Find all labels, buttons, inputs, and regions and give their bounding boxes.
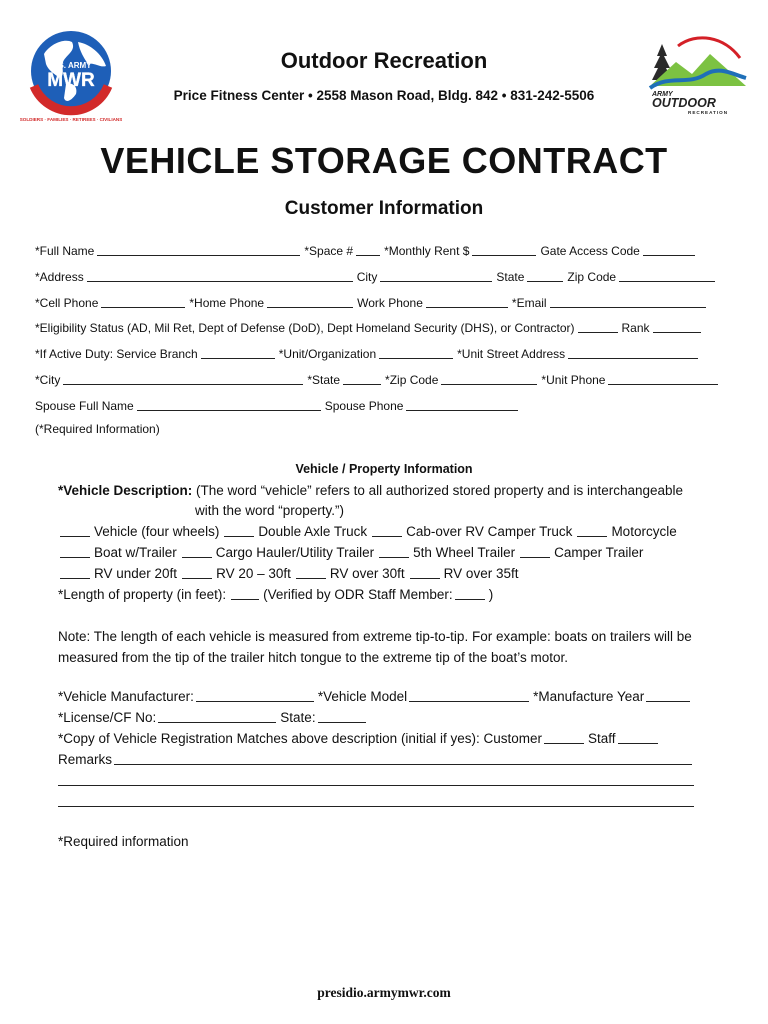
cab-over-rv-label: Cab-over RV Camper Truck xyxy=(406,524,573,539)
customer-row-4 xyxy=(35,321,705,335)
rank-label: Rank xyxy=(621,321,650,335)
spouse-phone-label: Spouse Phone xyxy=(324,399,404,413)
customer-row-1 xyxy=(35,244,699,258)
space-number-label: *Space # xyxy=(304,244,354,258)
cargo-hauler-checkbox[interactable] xyxy=(182,545,212,558)
boat-trailer-label: Boat w/Trailer xyxy=(94,545,177,560)
unit-city-field[interactable] xyxy=(63,374,303,385)
mwr-logo-top-text: U.S. ARMY xyxy=(50,61,92,70)
license-state-label: State: xyxy=(280,710,316,725)
unit-street-address-label: *Unit Street Address xyxy=(457,347,566,361)
motorcycle-checkbox[interactable] xyxy=(577,524,607,537)
work-phone-label: Work Phone xyxy=(357,296,423,310)
monthly-rent-label: *Monthly Rent $ xyxy=(384,244,470,258)
license-state-field[interactable] xyxy=(318,710,366,723)
spouse-phone-field[interactable] xyxy=(406,400,518,411)
remarks-row xyxy=(58,752,696,767)
length-label: *Length of property (in feet): xyxy=(58,587,227,602)
customer-row-6 xyxy=(35,373,722,387)
unit-organization-field[interactable] xyxy=(379,348,453,359)
army-outdoor-logo-line2: OUTDOOR xyxy=(652,96,716,110)
zip-code-label: Zip Code xyxy=(567,270,617,284)
vehicle-model-field[interactable] xyxy=(409,689,529,702)
customer-required-note: (*Required Information) xyxy=(35,422,160,436)
fifth-wheel-trailer-label: 5th Wheel Trailer xyxy=(413,545,516,560)
army-outdoor-logo xyxy=(648,34,748,116)
mwr-logo-main-text: MWR xyxy=(47,70,95,91)
unit-zip-code-label: *Zip Code xyxy=(385,373,439,387)
camper-trailer-checkbox[interactable] xyxy=(520,545,550,558)
vehicle-details-row-1 xyxy=(58,689,694,704)
monthly-rent-field[interactable] xyxy=(472,245,536,256)
service-branch-field[interactable] xyxy=(201,348,275,359)
vehicle-description-continued: with the word “property.”) xyxy=(195,503,345,518)
vehicle-types-row-2 xyxy=(58,545,643,560)
army-outdoor-logo-line1: ARMY xyxy=(652,91,673,98)
rv-over-30ft-checkbox[interactable] xyxy=(296,566,326,579)
customer-row-7 xyxy=(35,399,522,413)
unit-zip-code-field[interactable] xyxy=(441,374,537,385)
registration-staff-label: Staff xyxy=(587,731,616,746)
boat-trailer-checkbox[interactable] xyxy=(60,545,90,558)
rank-field[interactable] xyxy=(653,322,701,333)
full-name-field[interactable] xyxy=(97,245,300,256)
footer-url: presidio.armymwr.com xyxy=(317,985,451,1000)
home-phone-label: *Home Phone xyxy=(189,296,265,310)
remarks-line-2[interactable] xyxy=(58,785,694,786)
length-close-paren: ) xyxy=(488,587,494,602)
header-address: Price Fitness Center • 2558 Mason Road, Bldg. 842 • 831-242-5506 xyxy=(173,88,595,103)
vehicle-four-wheels-label: Vehicle (four wheels) xyxy=(94,524,220,539)
spouse-full-name-label: Spouse Full Name xyxy=(35,399,134,413)
vehicle-model-label: *Vehicle Model xyxy=(317,689,408,704)
vehicle-description-text: (The word “vehicle” refers to all authorized stored property and is interchangeable xyxy=(192,483,684,498)
cargo-hauler-label: Cargo Hauler/Utility Trailer xyxy=(215,545,375,560)
eligibility-status-field[interactable] xyxy=(578,322,618,333)
fifth-wheel-trailer-checkbox[interactable] xyxy=(379,545,409,558)
zip-code-field[interactable] xyxy=(619,271,715,282)
camper-trailer-label: Camper Trailer xyxy=(554,545,644,560)
length-row xyxy=(58,587,493,602)
unit-organization-label: *Unit/Organization xyxy=(278,347,377,361)
vehicle-types-row-1 xyxy=(58,524,677,539)
double-axle-truck-checkbox[interactable] xyxy=(224,524,254,537)
vehicle-four-wheels-checkbox[interactable] xyxy=(60,524,90,537)
spouse-full-name-field[interactable] xyxy=(137,400,321,411)
customer-row-3 xyxy=(35,296,710,310)
rv-20-30ft-label: RV 20 – 30ft xyxy=(216,566,291,581)
rv-over-35ft-label: RV over 35ft xyxy=(443,566,519,581)
customer-row-5 xyxy=(35,347,702,361)
length-verified-label: (Verified by ODR Staff Member: xyxy=(263,587,453,602)
registration-customer-initial-field[interactable] xyxy=(544,731,584,744)
motorcycle-label: Motorcycle xyxy=(611,524,677,539)
state-field[interactable] xyxy=(527,271,563,282)
space-number-field[interactable] xyxy=(356,245,380,256)
army-outdoor-logo-line3: RECREATION xyxy=(688,110,729,115)
manufacture-year-label: *Manufacture Year xyxy=(533,689,645,704)
home-phone-field[interactable] xyxy=(267,297,353,308)
mwr-logo xyxy=(20,24,122,126)
eligibility-status-label: *Eligibility Status (AD, Mil Ret, Dept of Defense (DoD), Dept Homeland Security (DHS), or Contractor) xyxy=(35,321,575,335)
cab-over-rv-checkbox[interactable] xyxy=(372,524,402,537)
email-field[interactable] xyxy=(550,297,706,308)
length-field[interactable] xyxy=(231,587,259,600)
state-label: State xyxy=(496,270,525,284)
vehicle-manufacturer-field[interactable] xyxy=(196,689,314,702)
registration-row xyxy=(58,731,662,746)
vehicle-description xyxy=(58,483,683,498)
rv-under-20ft-checkbox[interactable] xyxy=(60,566,90,579)
remarks-line-1[interactable] xyxy=(114,752,692,765)
double-axle-truck-label: Double Axle Truck xyxy=(258,524,368,539)
license-cf-field[interactable] xyxy=(158,710,276,723)
city-label: City xyxy=(356,270,378,284)
service-branch-label: *If Active Duty: Service Branch xyxy=(35,347,198,361)
vehicle-details-row-2 xyxy=(58,710,370,725)
length-measurement-note: Note: The length of each vehicle is measured from extreme tip-to-tip. For example: boats on trailers will be measured from the tip of the trailer hitch tongue to the extreme tip of the boat’s motor. xyxy=(58,629,692,665)
unit-city-label: *City xyxy=(35,373,61,387)
city-field[interactable] xyxy=(380,271,492,282)
rv-under-20ft-label: RV under 20ft xyxy=(94,566,178,581)
vehicle-required-note: *Required information xyxy=(58,834,189,849)
customer-row-2 xyxy=(35,270,719,284)
registration-customer-label: *Copy of Vehicle Registration Matches above description (initial if yes): Customer xyxy=(58,731,542,746)
verified-staff-field[interactable] xyxy=(455,587,485,600)
unit-phone-field[interactable] xyxy=(608,374,718,385)
rv-20-30ft-checkbox[interactable] xyxy=(182,566,212,579)
document-title: VEHICLE STORAGE CONTRACT xyxy=(100,140,668,181)
manufacture-year-field[interactable] xyxy=(646,689,690,702)
license-cf-label: *License/CF No: xyxy=(58,710,157,725)
remarks-line-3[interactable] xyxy=(58,806,694,807)
gate-access-code-field[interactable] xyxy=(643,245,695,256)
cell-phone-field[interactable] xyxy=(101,297,185,308)
mwr-logo-ring-text: SOLDIERS · FAMILIES · RETIREES · CIVILIANS xyxy=(20,117,122,122)
rv-over-35ft-checkbox[interactable] xyxy=(410,566,440,579)
full-name-label: *Full Name xyxy=(35,244,95,258)
customer-section-title: Customer Information xyxy=(284,198,484,219)
remarks-label: Remarks xyxy=(58,752,113,767)
unit-phone-label: *Unit Phone xyxy=(541,373,606,387)
email-label: *Email xyxy=(511,296,547,310)
vehicle-types-row-3 xyxy=(58,566,518,581)
header-title: Outdoor Recreation xyxy=(280,48,488,73)
unit-street-address-field[interactable] xyxy=(568,348,698,359)
unit-state-label: *State xyxy=(307,373,341,387)
address-label: *Address xyxy=(35,270,84,284)
registration-staff-initial-field[interactable] xyxy=(618,731,658,744)
address-field[interactable] xyxy=(87,271,353,282)
gate-access-code-label: Gate Access Code xyxy=(540,244,640,258)
work-phone-field[interactable] xyxy=(426,297,508,308)
cell-phone-label: *Cell Phone xyxy=(35,296,99,310)
unit-state-field[interactable] xyxy=(343,374,381,385)
vehicle-manufacturer-label: *Vehicle Manufacturer: xyxy=(58,689,194,704)
rv-over-30ft-label: RV over 30ft xyxy=(329,566,405,581)
vehicle-description-label: *Vehicle Description: xyxy=(58,483,193,498)
vehicle-section-title: Vehicle / Property Information xyxy=(295,462,473,476)
